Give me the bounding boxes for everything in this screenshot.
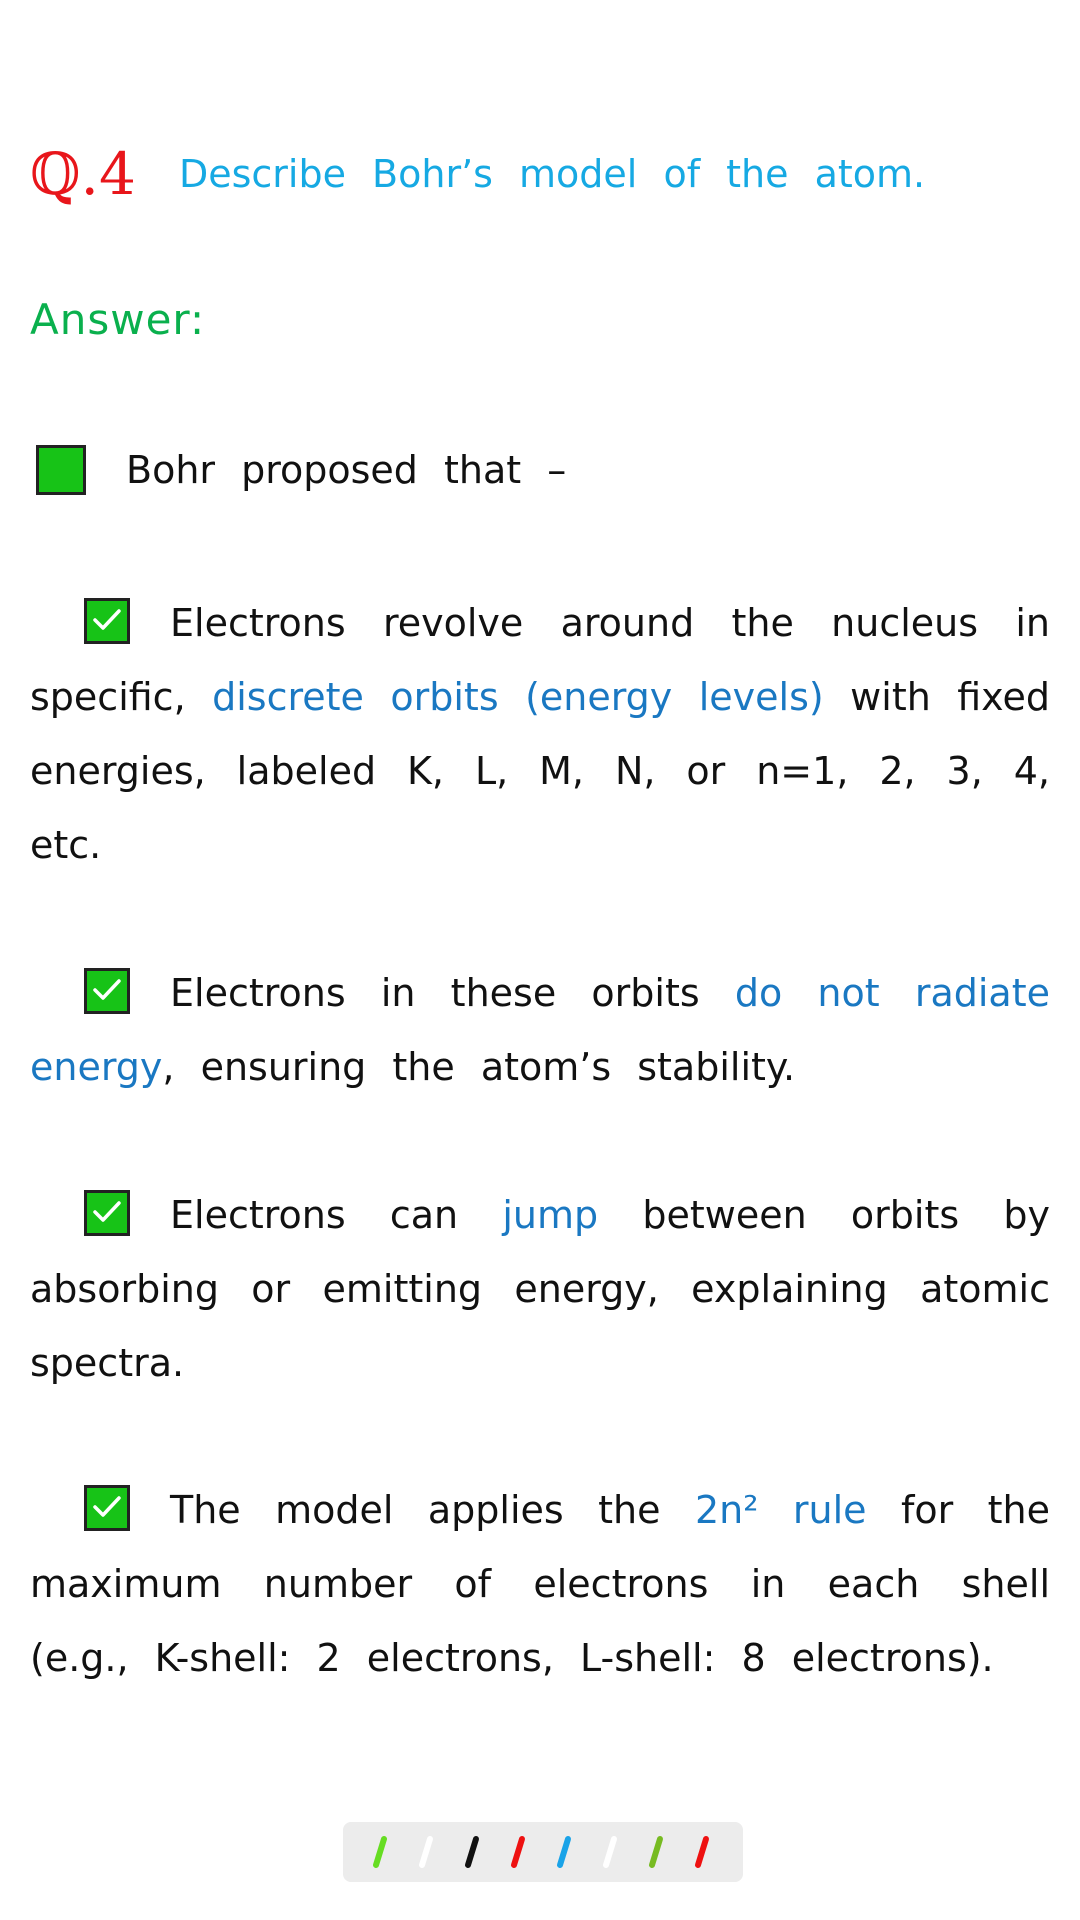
point-1 (30, 586, 1050, 882)
point-2-text-post: , ensuring the atom’s stability. (162, 1045, 796, 1089)
divider-stroke (606, 1839, 614, 1865)
green-square-icon (36, 445, 86, 495)
point-4-text-pre: The model applies the (170, 1488, 695, 1532)
checkbox-checked-icon (84, 598, 130, 644)
point-4 (30, 1473, 1050, 1695)
checkbox-checked-icon (84, 1485, 130, 1531)
divider-stroke (560, 1839, 568, 1865)
point-1-text-pre: Electrons revolve around the nucleus in specific, (30, 601, 1050, 719)
checkbox-checked-icon (84, 1190, 130, 1236)
point-2-highlight: do not radiate energy (30, 971, 1050, 1089)
colored-strokes-divider (343, 1822, 743, 1882)
point-3-highlight: jump (502, 1193, 599, 1237)
question-text: Describe Bohr’s model of the atom. (178, 152, 926, 196)
intro-text: Bohr proposed that – (126, 448, 567, 492)
divider-stroke (698, 1839, 706, 1865)
point-3 (30, 1178, 1050, 1400)
strokes-icon (343, 1822, 743, 1882)
point-3-text-post: between orbits by absorbing or emitting energy, explaining atomic spectra. (30, 1193, 1051, 1385)
point-3-text-pre: Electrons can (170, 1193, 503, 1237)
point-2-text-pre: Electrons in these orbits (170, 971, 735, 1015)
point-1-text-post: with fixed energies, labeled K, L, M, N, or n=1, 2, 3, 4, etc. (30, 675, 1051, 867)
point-1-highlight: discrete orbits (energy levels) (212, 675, 824, 719)
intro-line (36, 445, 566, 495)
point-2 (30, 956, 1050, 1104)
answer-label: Answer: (30, 295, 206, 344)
checkbox-checked-icon (84, 968, 130, 1014)
divider-stroke (514, 1839, 522, 1865)
divider-stroke (422, 1839, 430, 1865)
divider-stroke (468, 1839, 476, 1865)
divider-stroke (376, 1839, 384, 1865)
question-heading (30, 140, 925, 208)
point-4-highlight: 2n² rule (694, 1488, 867, 1532)
question-number: ℚ.4 (30, 140, 136, 208)
point-4-text-post: for the maximum number of electrons in each shell (e.g., K-shell: 2 electrons, L-shell: 8 electrons). (30, 1488, 1051, 1680)
divider-stroke (652, 1839, 660, 1865)
